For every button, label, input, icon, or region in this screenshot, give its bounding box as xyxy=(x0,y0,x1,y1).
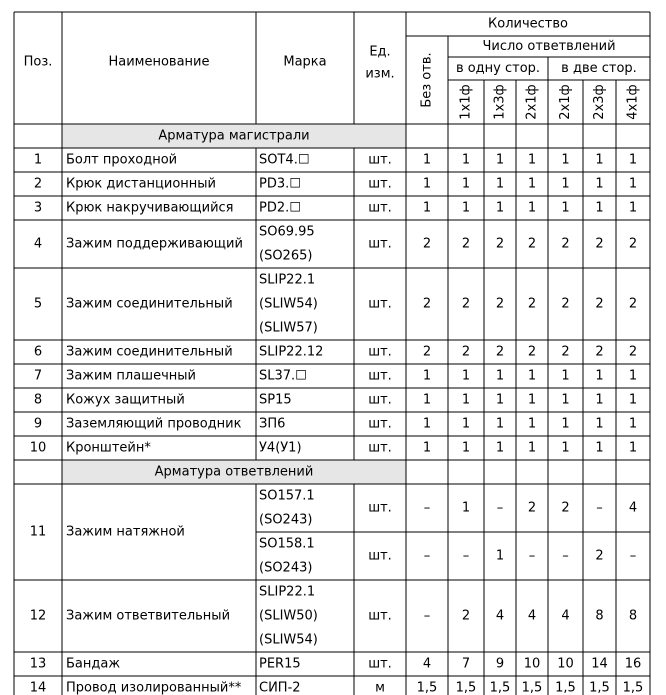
row-qty: 1 xyxy=(628,392,638,408)
header-no-branch: Без отв. xyxy=(419,52,435,108)
row-qty: 4 xyxy=(527,608,537,624)
row-qty: 2 xyxy=(495,344,505,360)
row-qty: 2 xyxy=(422,344,432,360)
row-qty: 2 xyxy=(561,296,570,312)
row-qty: 16 xyxy=(624,656,642,672)
row-qty: 1 xyxy=(527,200,537,216)
row-qty: 2 xyxy=(422,236,432,252)
row-unit: шт. xyxy=(368,548,392,564)
row-name: Зажим соединительный xyxy=(66,344,233,360)
row-pos: 2 xyxy=(33,176,43,192)
row-qty: 1,5 xyxy=(416,680,438,695)
row-unit: шт. xyxy=(368,236,392,252)
specification-table xyxy=(14,12,650,695)
row-qty: – xyxy=(462,548,470,564)
header-subcol: 2x1ф xyxy=(524,84,540,120)
row-pos: 4 xyxy=(33,236,43,252)
row-name: Зажим ответвительный xyxy=(66,608,231,624)
row-qty: – xyxy=(562,548,569,564)
header-mark: Марка xyxy=(283,54,327,70)
row-pos: 6 xyxy=(33,344,43,360)
header-subcol: 2x3ф xyxy=(592,84,607,120)
row-name: Кронштейн* xyxy=(66,440,151,456)
row-mark: SO157.1 xyxy=(259,488,315,504)
row-mark: У4(У1) xyxy=(259,440,302,456)
row-qty: 1 xyxy=(461,200,471,216)
row-qty: 1 xyxy=(561,440,570,456)
row-qty: 1 xyxy=(595,416,604,432)
row-qty: 1 xyxy=(527,152,537,168)
header-quantity: Количество xyxy=(488,16,568,32)
row-qty: 1 xyxy=(595,392,604,408)
row-qty: 1 xyxy=(461,392,471,408)
row-unit: шт. xyxy=(368,296,392,312)
row-mark: SP15 xyxy=(259,392,292,408)
row-qty: 1 xyxy=(527,416,537,432)
row-qty: 1,5 xyxy=(622,680,644,695)
row-qty: 1 xyxy=(561,152,570,168)
row-mark: SOT4.☐ xyxy=(259,152,310,168)
row-qty: 1 xyxy=(495,176,505,192)
row-qty: 1,5 xyxy=(489,680,511,695)
row-qty: – xyxy=(423,548,431,564)
row-qty: 1 xyxy=(495,200,505,216)
row-pos: 13 xyxy=(29,656,47,672)
row-qty: 2 xyxy=(461,236,471,252)
row-name: Зажим поддерживающий xyxy=(66,236,243,252)
row-mark: PD2.☐ xyxy=(259,200,301,216)
row-qty: – xyxy=(629,548,637,564)
row-qty: 2 xyxy=(595,296,604,312)
header-subcol: 2x1ф xyxy=(558,84,573,120)
row-mark: SLIP22.1 xyxy=(259,584,316,600)
header-subcol: 1x1ф xyxy=(458,84,474,120)
row-qty: 1 xyxy=(561,176,570,192)
row-qty: 1 xyxy=(628,368,638,384)
header-subcol: 4x1ф xyxy=(625,84,641,120)
row-name: Кожух защитный xyxy=(66,392,185,408)
row-mark: ЗП6 xyxy=(259,416,286,432)
row-mark: SL37.☐ xyxy=(259,368,307,384)
row-qty: 1 xyxy=(595,368,604,384)
row-qty: 4 xyxy=(422,656,432,672)
row-qty: – xyxy=(528,548,536,564)
row-qty: 1 xyxy=(422,368,432,384)
row-qty: 1 xyxy=(595,176,604,192)
row-qty: 1 xyxy=(495,392,505,408)
row-qty: – xyxy=(423,608,431,624)
row-unit: шт. xyxy=(368,368,392,384)
row-qty: 1 xyxy=(628,152,638,168)
row-mark: СИП-2 xyxy=(259,680,301,695)
row-qty: 1 xyxy=(628,176,638,192)
row-qty: 4 xyxy=(561,608,570,624)
row-qty: 1,5 xyxy=(589,680,610,695)
row-unit: шт. xyxy=(368,656,392,672)
row-qty: – xyxy=(496,500,504,516)
row-qty: 1 xyxy=(527,392,537,408)
row-qty: 2 xyxy=(527,236,537,252)
row-unit: шт. xyxy=(368,200,392,216)
row-qty: 1,5 xyxy=(521,680,543,695)
row-qty: 1 xyxy=(495,548,505,564)
row-pos: 12 xyxy=(29,608,47,624)
row-unit: шт. xyxy=(368,500,392,516)
row-qty: 1 xyxy=(561,200,570,216)
row-qty: 2 xyxy=(422,296,432,312)
row-qty: 2 xyxy=(527,296,537,312)
row-pos: 5 xyxy=(33,296,43,312)
row-qty: 2 xyxy=(527,344,537,360)
row-unit: шт. xyxy=(368,344,392,360)
row-qty: – xyxy=(596,500,603,516)
row-qty: 2 xyxy=(595,344,604,360)
row-qty: 1 xyxy=(461,368,471,384)
row-qty: – xyxy=(423,500,431,516)
row-qty: 4 xyxy=(628,500,638,516)
row-qty: 1 xyxy=(628,440,638,456)
header-two-sides: в две стор. xyxy=(561,61,637,76)
header-subcol: 1x3ф xyxy=(492,84,508,120)
row-mark: (SO243) xyxy=(259,512,313,528)
header-one-side: в одну стор. xyxy=(455,61,541,76)
row-qty: 1 xyxy=(495,440,505,456)
row-qty: 2 xyxy=(495,296,505,312)
row-qty: 8 xyxy=(595,608,604,624)
row-qty: 2 xyxy=(527,500,537,516)
row-name: Крюк дистанционный xyxy=(66,176,216,192)
row-mark: (SO265) xyxy=(259,248,313,264)
row-qty: 1 xyxy=(422,152,432,168)
row-qty: 8 xyxy=(628,608,638,624)
row-name: Болт проходной xyxy=(66,152,178,168)
row-qty: 1 xyxy=(422,176,432,192)
header-name: Наименование xyxy=(108,54,210,70)
row-mark: SO69.95 xyxy=(259,224,315,240)
row-qty: 2 xyxy=(628,296,638,312)
header-pos: Поз. xyxy=(23,54,53,70)
row-qty: 1,5 xyxy=(455,680,477,695)
row-qty: 2 xyxy=(628,344,638,360)
row-qty: 1 xyxy=(628,416,638,432)
row-pos: 14 xyxy=(29,680,47,695)
section-branch: Арматура ответвлений xyxy=(154,464,314,480)
row-unit: шт. xyxy=(368,440,392,456)
row-qty: 2 xyxy=(461,608,471,624)
row-pos: 3 xyxy=(33,200,43,216)
row-qty: 1 xyxy=(422,392,432,408)
row-qty: 1 xyxy=(561,368,570,384)
row-mark: PER15 xyxy=(259,656,301,672)
row-qty: 1 xyxy=(527,440,537,456)
row-qty: 1 xyxy=(561,416,570,432)
row-qty: 1 xyxy=(422,200,432,216)
row-mark: (SLIW54) xyxy=(259,296,318,312)
row-qty: 1 xyxy=(595,440,604,456)
row-qty: 1 xyxy=(495,152,505,168)
row-name: Крюк накручивающийся xyxy=(66,200,234,216)
row-qty: 10 xyxy=(557,656,574,672)
row-pos: 8 xyxy=(33,392,43,408)
row-name: Бандаж xyxy=(66,656,121,672)
row-qty: 2 xyxy=(461,344,471,360)
row-qty: 1 xyxy=(461,176,471,192)
row-unit: шт. xyxy=(368,152,392,168)
row-mark: (SLIW54) xyxy=(259,632,318,648)
row-qty: 1 xyxy=(595,200,604,216)
row-qty: 1 xyxy=(628,200,638,216)
row-unit: шт. xyxy=(368,416,392,432)
row-qty: 9 xyxy=(495,656,505,672)
row-mark: (SO243) xyxy=(259,560,313,576)
row-pos: 7 xyxy=(33,368,43,384)
row-qty: 2 xyxy=(628,236,638,252)
row-pos: 10 xyxy=(29,440,47,456)
row-name: Заземляющий проводник xyxy=(66,416,242,432)
row-unit: шт. xyxy=(368,392,392,408)
section-trunk: Арматура магистрали xyxy=(158,128,310,144)
row-unit: шт. xyxy=(368,608,392,624)
row-mark: SO158.1 xyxy=(259,536,315,552)
row-name: Зажим натяжной xyxy=(66,524,185,540)
row-qty: 1 xyxy=(495,416,505,432)
row-qty: 1 xyxy=(461,500,471,516)
row-qty: 1,5 xyxy=(555,680,576,695)
header-unit: Ед. xyxy=(369,44,391,60)
row-qty: 1 xyxy=(422,416,432,432)
row-mark: PD3.☐ xyxy=(259,176,301,192)
row-name: Зажим соединительный xyxy=(66,296,233,312)
row-qty: 2 xyxy=(595,548,604,564)
row-name: Провод изолированный** xyxy=(66,680,242,695)
row-mark: (SLIW57) xyxy=(259,320,318,336)
row-name: Зажим плашечный xyxy=(66,368,196,384)
row-qty: 1 xyxy=(595,152,604,168)
row-qty: 2 xyxy=(495,236,505,252)
row-qty: 1 xyxy=(461,416,471,432)
row-qty: 1 xyxy=(527,176,537,192)
row-mark: SLIP22.12 xyxy=(259,344,324,360)
row-qty: 2 xyxy=(561,500,570,516)
row-unit: шт. xyxy=(368,176,392,192)
row-qty: 1 xyxy=(422,440,432,456)
row-qty: 1 xyxy=(461,152,471,168)
row-qty: 4 xyxy=(495,608,505,624)
row-unit: м xyxy=(375,680,385,695)
row-qty: 7 xyxy=(461,656,471,672)
row-qty: 1 xyxy=(527,368,537,384)
row-qty: 2 xyxy=(561,236,570,252)
row-qty: 10 xyxy=(523,656,541,672)
header-unit: изм. xyxy=(365,66,395,82)
row-mark: SLIP22.1 xyxy=(259,272,316,288)
row-qty: 1 xyxy=(461,440,471,456)
header-branch-count: Число ответвлений xyxy=(482,39,616,54)
row-pos: 1 xyxy=(33,152,43,168)
row-pos: 9 xyxy=(33,416,43,432)
row-mark: (SLIW50) xyxy=(259,608,318,624)
row-qty: 2 xyxy=(561,344,570,360)
row-qty: 1 xyxy=(561,392,570,408)
row-qty: 1 xyxy=(495,368,505,384)
row-qty: 14 xyxy=(591,656,608,672)
row-qty: 2 xyxy=(595,236,604,252)
row-qty: 2 xyxy=(461,296,471,312)
row-pos: 11 xyxy=(29,524,47,540)
